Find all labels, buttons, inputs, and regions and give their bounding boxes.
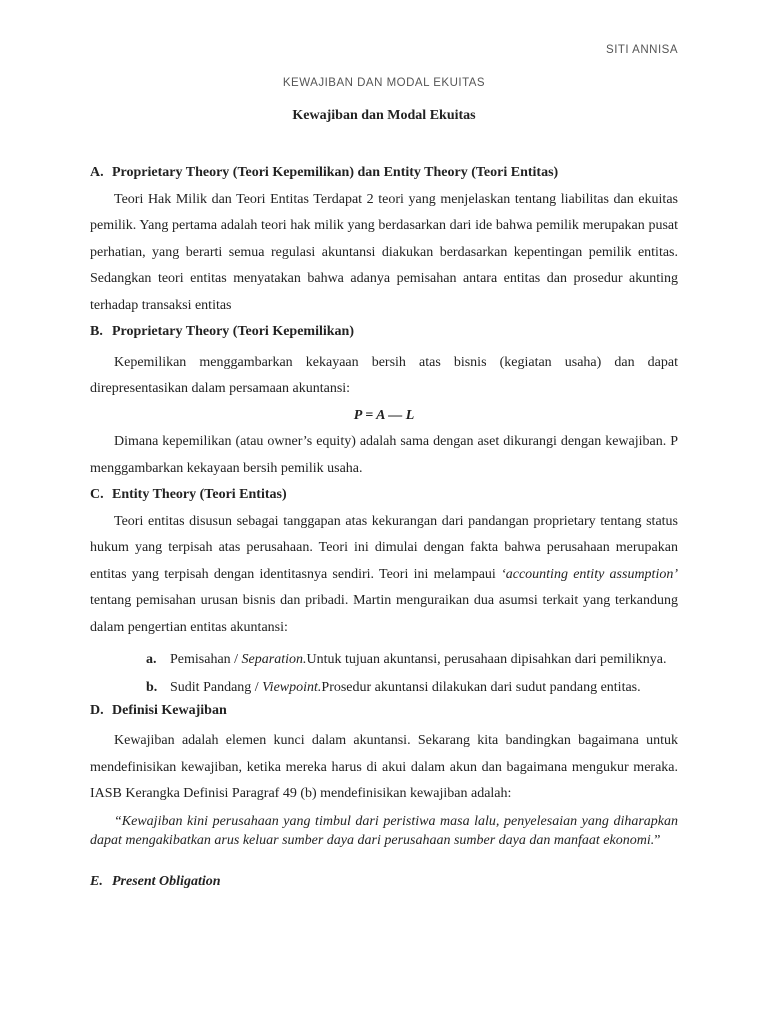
section-b-heading: [90, 319, 678, 346]
author-name: SITI ANNISA: [606, 44, 678, 56]
list-item-italic: Separation.: [241, 652, 307, 667]
section-b-paragraph-2: Dimana kepemilikan (atau owner’s equity) adalah sama dengan aset dikurangi dengan kewajiban. P menggambarkan kekayaan bersih pemilik usaha.: [90, 434, 678, 476]
list-item-body: Untuk tujuan akuntansi, perusahaan dipisahkan dari pemiliknya.: [306, 652, 667, 667]
list-item-body: Prosedur akuntansi dilakukan dari sudut pandang entitas.: [321, 679, 641, 695]
list-item-prefix: Pemisahan /: [170, 652, 242, 667]
quote-text: “Kewajiban kini perusahaan yang timbul dari peristiwa masa lalu, penyelesaian yang diharapkan dapat mengakibatkan arus keluar sumber daya dari perusahaan sumber daya dan manfaat ekonomi.: [90, 813, 678, 848]
section-title: Proprietary Theory (Teori Kepemilikan): [112, 324, 354, 339]
definition-quote: [90, 808, 678, 851]
paragraph-text: Teori entitas disusun sebagai tanggapan atas kekurangan dari pandangan proprietary tentang status hukum yang terpisah atas perusahaan. Teori ini dimulai dengan fakta bahwa perusahaan merupakan entitas yang terpisah dengan identitasnya sendiri. Teori ini melampaui: [90, 513, 678, 582]
document-title: Kewajiban dan Modal Ekuitas: [292, 108, 476, 123]
spacer: [90, 851, 678, 869]
section-title: Proprietary Theory (Teori Kepemilikan) dan Entity Theory (Teori Entitas): [112, 165, 559, 180]
document-body: [90, 160, 678, 895]
section-c-paragraph: [90, 509, 678, 642]
section-d-heading: [90, 698, 678, 725]
list-item-letter: a.: [146, 652, 157, 667]
equity-formula: P = A — L: [353, 407, 415, 423]
section-e-heading: [90, 869, 678, 896]
running-title: KEWAJIBAN DAN MODAL EKUITAS: [282, 77, 486, 89]
section-title: Present Obligation: [112, 873, 221, 889]
section-letter: A.: [90, 165, 104, 180]
list-item-text: [170, 647, 667, 674]
section-d-paragraph: Kewajiban adalah elemen kunci dalam akuntansi. Sekarang kita bandingkan bagaimana untuk mendefinisikan kewajiban, ketika mereka harus di akui dalam akun dan bagaimana mengukur meraka. IASB Kerangka Definisi Paragraf 49 (b) mendefinisikan kewajiban adalah:: [90, 733, 678, 801]
section-letter: C.: [90, 487, 104, 502]
section-a-paragraph: Teori Hak Milik dan Teori Entitas Terdapat 2 teori yang menjelaskan tentang liabilitas dan ekuitas pemilik. Yang pertama adalah teori hak milik yang berdasarkan dari ide bahwa pemilik merupakan pusat perhatian, yang berarti semua regulasi akuntansi diakukan berdasarkan kepentingan pemilik entitas. Sedangkan teori entitas menyatakan bahwa adanya pemisahan antara entitas dan prosedur akunting terhadap transaksi entitas: [90, 191, 678, 313]
section-b-paragraph-1: Kepemilikan menggambarkan kekayaan bersih atas bisnis (kegiatan usaha) dan dapat direpresentasikan dalam persamaan akuntansi:: [90, 354, 678, 396]
italic-term: ‘accounting entity assumption’: [501, 566, 678, 582]
list-item: [146, 647, 678, 674]
list-item: [146, 678, 678, 698]
section-letter: D.: [90, 702, 104, 718]
section-title: Definisi Kewajiban: [112, 702, 227, 718]
quote-close: ”: [654, 833, 661, 848]
list-item-letter: b.: [146, 679, 158, 695]
list-item-prefix: Sudit Pandang /: [170, 679, 263, 695]
section-a-heading: [90, 160, 678, 187]
assumption-list: [90, 647, 678, 698]
section-letter: E.: [90, 873, 103, 889]
paragraph-text: tentang pemisahan urusan bisnis dan pribadi. Martin menguraikan dua asumsi terkait yang terkandung dalam pengertian entitas akuntansi:: [90, 593, 678, 635]
section-title: Entity Theory (Teori Entitas): [112, 487, 287, 502]
list-item-text: [170, 678, 641, 698]
list-item-italic: Viewpoint.: [262, 679, 322, 695]
section-letter: B.: [90, 324, 103, 339]
section-c-heading: [90, 482, 678, 509]
